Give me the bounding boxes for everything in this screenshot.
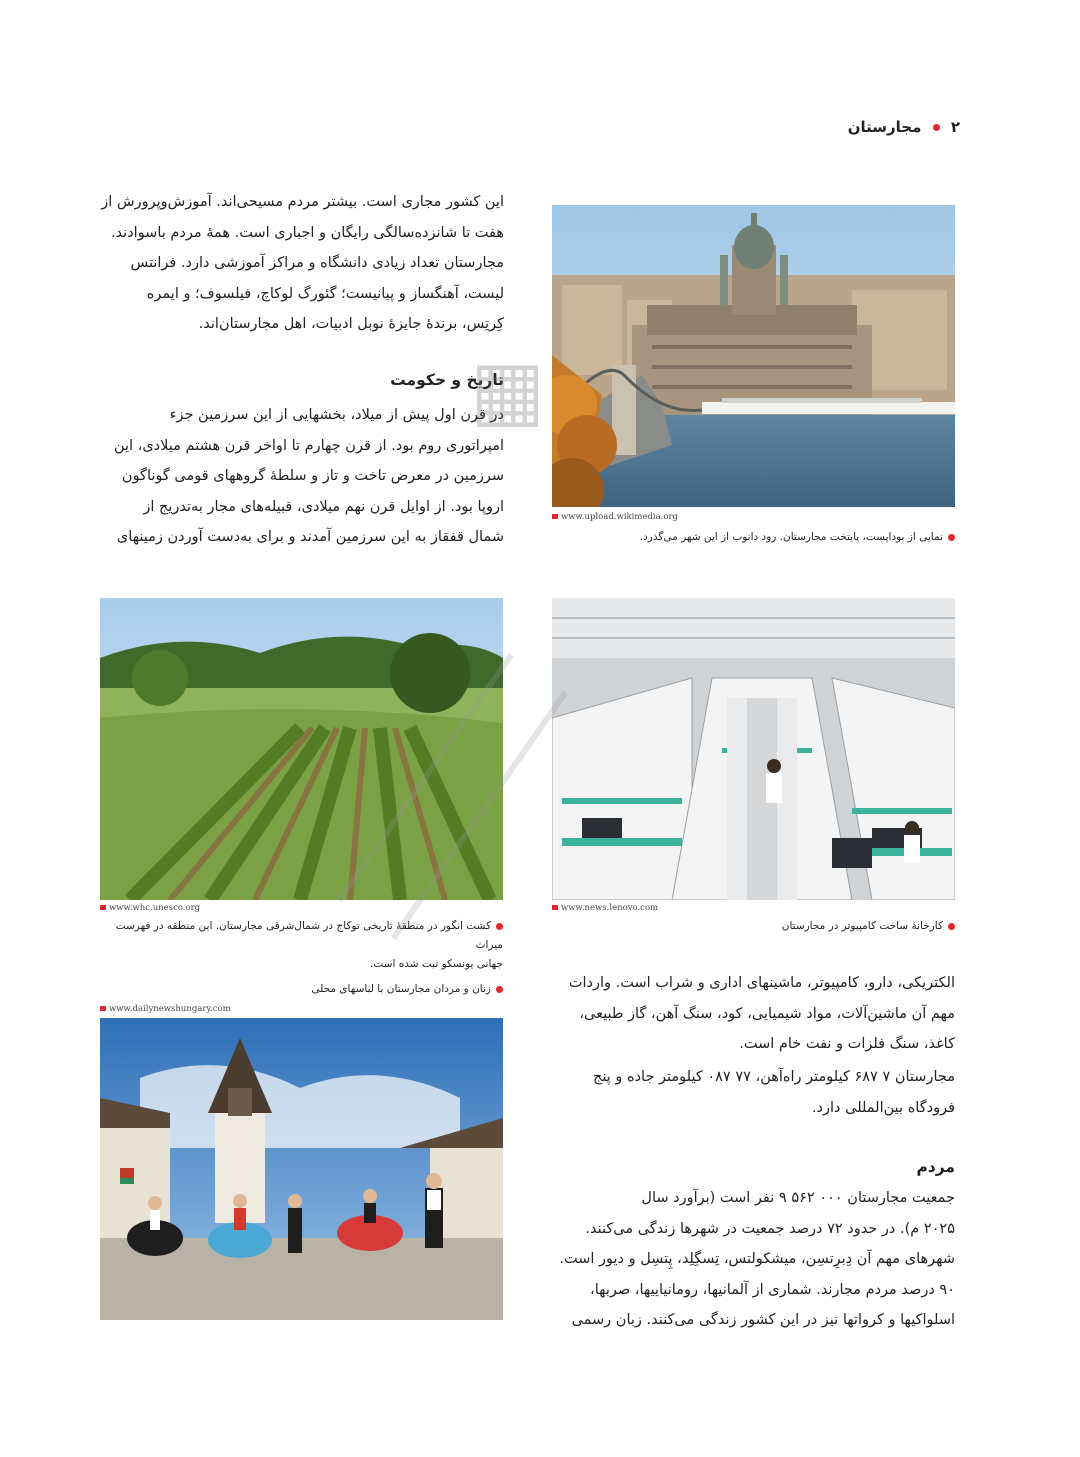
history-line: اروپا بود. از اوایل قرن نهم میلادی، قبیله‌های مجار به‌تدریج از [143,498,504,515]
credit-icon [552,514,558,519]
caption-text: کارخانهٔ ساخت کامپیوتر در مجارستان [781,920,943,932]
caption-bullet-icon [948,923,955,930]
credit-text: www.news.lenovo.com [561,903,659,913]
intro-line: هفت تا شانزده‌سالگی رایگان و اجباری است. همهٔ مردم باسوادند. [110,224,504,241]
people-line: اسلواکیها و کرواتها نیز در این کشور زندگی می‌کنند. زبان رسمی [571,1312,955,1328]
credit-icon [100,1006,106,1011]
page-title: مجارستان [847,118,922,136]
people-line: جمعیت مجارستان ۰۰۰ ۵۶۲ ۹ نفر است (برآورد سال [641,1190,955,1206]
caption-bullet-icon [948,534,955,541]
factory-photo [552,598,955,900]
economy-line: الکتریکی، دارو، کامپیوتر، ماشینهای اداری و شراب است. واردات [568,975,955,991]
caption-bullet-icon [496,923,503,930]
credit-icon [100,905,106,910]
budapest-caption [552,528,955,547]
people-line: شهرهای مهم آن دِبرِتسِن، میشکولتس، تِسگِلِد، پِتسِل و دیور است. [559,1251,955,1267]
vineyard-image [100,598,503,900]
economy-line: مهم آن ماشین‌آلات، مواد شیمیایی، کود، سنگ آهن، گاز طبیعی، [579,1005,955,1022]
credit-icon [552,905,558,910]
intro-line: مجارستان تعداد زیادی دانشگاه و مراکز آموزشی دارد. فرانتس [130,255,504,271]
credit-text: www.dailynewshungary.com [109,1004,231,1014]
history-paragraph [100,400,504,553]
intro-paragraph [100,187,504,340]
factory-image [552,598,955,900]
folk-image [100,1018,503,1320]
vineyard-credit [100,903,200,913]
page-number: ۲ [950,118,960,136]
caption-text: نمایی از بوداپست، پایتخت مجارستان. رود دانوب از این شهر می‌گذرد. [639,531,943,543]
economy-line: کاغذ، سنگ فلزات و نفت خام است. [739,1036,955,1052]
history-line: سرزمین در معرض تاخت و تاز و سلطهٔ گروههای قومی گوناگون [121,468,504,484]
folk-credit [100,1004,231,1014]
people-line: ۹۰ درصد مردم مجارند. شماری از آلمانیها، رومانیاییها، صربها، [590,1281,955,1298]
people-heading: مردم [916,1158,955,1176]
factory-caption [552,917,955,936]
transport-line: فرودگاه بین‌المللی دارد. [811,1099,955,1116]
caption-bullet-icon [496,986,503,993]
vineyard-caption [100,917,503,974]
people-paragraph [552,1183,955,1336]
budapest-photo [552,205,955,507]
header-bullet-icon [933,124,940,131]
people-line: ۲۰۲۵ م). در حدود ۷۲ درصد جمعیت در شهرها زندگی می‌کنند. [585,1220,955,1237]
history-line: در قرن اول پیش از میلاد، بخشهایی از این سرزمین جزء [169,407,504,423]
intro-line: این کشور مجاری است. بیشتر مردم مسیحی‌اند. آموزش‌وپرورش از [101,194,504,210]
intro-line: لیست، آهنگساز و پیانیست؛ گئورگ لوکاچ، فیلسوف؛ و ایمره [146,285,504,302]
page-header [830,118,960,136]
caption-text: زنان و مردان مجارستان با لباسهای محلی [311,983,491,995]
vineyard-photo [100,598,503,900]
credit-text: www.whc.unesco.org [109,903,201,913]
history-heading: تاریخ و حکومت [390,371,504,389]
caption-text: جهانی یونسکو ثبت شده است. [370,958,503,970]
folk-photo [100,1018,503,1320]
credit-text: www.upload.wikimedia.org [561,512,678,522]
history-line: شمال قفقاز به این سرزمین آمدند و برای به‌دست آوردن زمینهای [116,529,504,545]
watermark-logo: ▦ [470,343,546,436]
intro-line: کِرتِس، برندهٔ جایزهٔ نوبل ادبیات، اهل مجارستان‌اند. [198,316,504,332]
factory-credit [552,903,658,913]
economy-paragraph [552,968,955,1060]
budapest-credit [552,512,678,522]
caption-text: کشت انگور در منطقهٔ تاریخی توکاج در شمال‌شرقی مجارستان. این منطقه در فهرست میراث [115,920,503,951]
history-line: امپراتوری روم بود. از قرن چهارم تا اواخر قرن هشتم میلادی، این [113,437,504,454]
transport-line: مجارستان ۷ ۶۸۷ کیلومتر راه‌آهن، ۷۷ ۰۸۷ کیلومتر جاده و پنج [592,1069,955,1085]
budapest-image [552,205,955,507]
transport-paragraph [552,1062,955,1123]
folk-caption [100,980,503,999]
